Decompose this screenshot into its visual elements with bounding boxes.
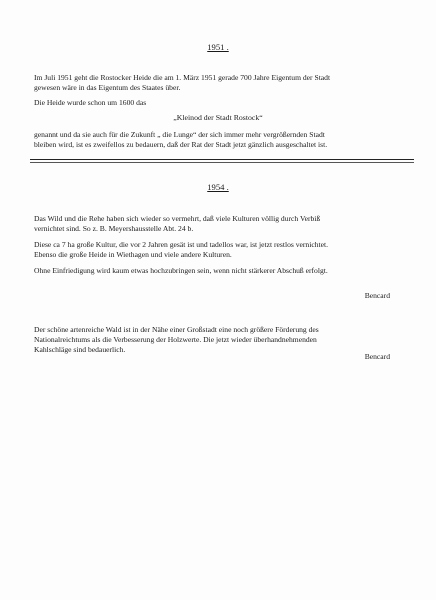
signature-wald [365, 352, 390, 362]
paragraph-1954-einfriedigung [34, 266, 410, 276]
text-line: vernichtet sind. So z. B. Meyershausstelle Abt. 24 b. [34, 224, 194, 234]
text-line: genannt und da sie auch für die Zukunft „ die Lunge“ der sich immer mehr vergrößernden Stadt [34, 130, 325, 139]
paragraph-wald [34, 325, 410, 356]
signature-1954 [365, 291, 390, 301]
paragraph-1954-kultur [34, 240, 410, 260]
text-line: bleiben wird, ist es zweifellos zu bedauern, daß der Rat der Stadt jetzt gänzlich ausgeschaltet ist. [34, 140, 328, 150]
text-line: Der schöne artenreiche Wald ist in der Nähe einer Großstadt eine noch größere Förderung des [34, 325, 319, 334]
heading-1951-text: 1951 . [207, 42, 229, 52]
signature-text: Bencard [364, 352, 390, 361]
signature-text: Bencard [364, 291, 390, 300]
paragraph-1951-intro [34, 73, 410, 93]
paragraph-1951-lunge [34, 130, 410, 150]
section-divider [30, 159, 414, 160]
heading-1954-text: 1954 . [207, 182, 229, 192]
heading-1954 [0, 182, 436, 193]
text-line: gewesen wäre in das Eigentum des Staates über. [34, 83, 181, 93]
text-line: Im Juli 1951 geht die Rostocker Heide die am 1. März 1951 gerade 700 Jahre Eigentum der Stadt [34, 73, 331, 82]
quote-kleinod [0, 113, 436, 123]
text-line: Das Wild und die Rehe haben sich wieder so vermehrt, daß viele Kulturen völlig durch Verbiß [34, 214, 321, 223]
quote-text: „Kleinod der Stadt Rostock“ [173, 113, 263, 122]
heading-1951 [0, 42, 436, 53]
text-line: Die Heide wurde schon um 1600 das [34, 98, 147, 107]
paragraph-1954-wild [34, 214, 410, 234]
paragraph-1951-heide [34, 98, 410, 108]
text-line: Ohne Einfriedigung wird kaum etwas hochzubringen sein, wenn nicht stärkerer Abschuß erfolgt. [34, 266, 328, 275]
text-line: Kahlschläge sind bedauerlich. [34, 345, 126, 355]
text-line: Diese ca 7 ha große Kultur, die vor 2 Jahren gesät ist und tadellos war, ist jetzt restlos vernichtet. [34, 240, 328, 249]
section-divider-secondary [30, 162, 414, 163]
text-line: Nationalreichtums als die Verbesserung der Holzwerte. Die jetzt wieder überhandnehmenden [34, 335, 317, 345]
text-line: Ebenso die große Heide in Wiethagen und viele andere Kulturen. [34, 250, 232, 260]
